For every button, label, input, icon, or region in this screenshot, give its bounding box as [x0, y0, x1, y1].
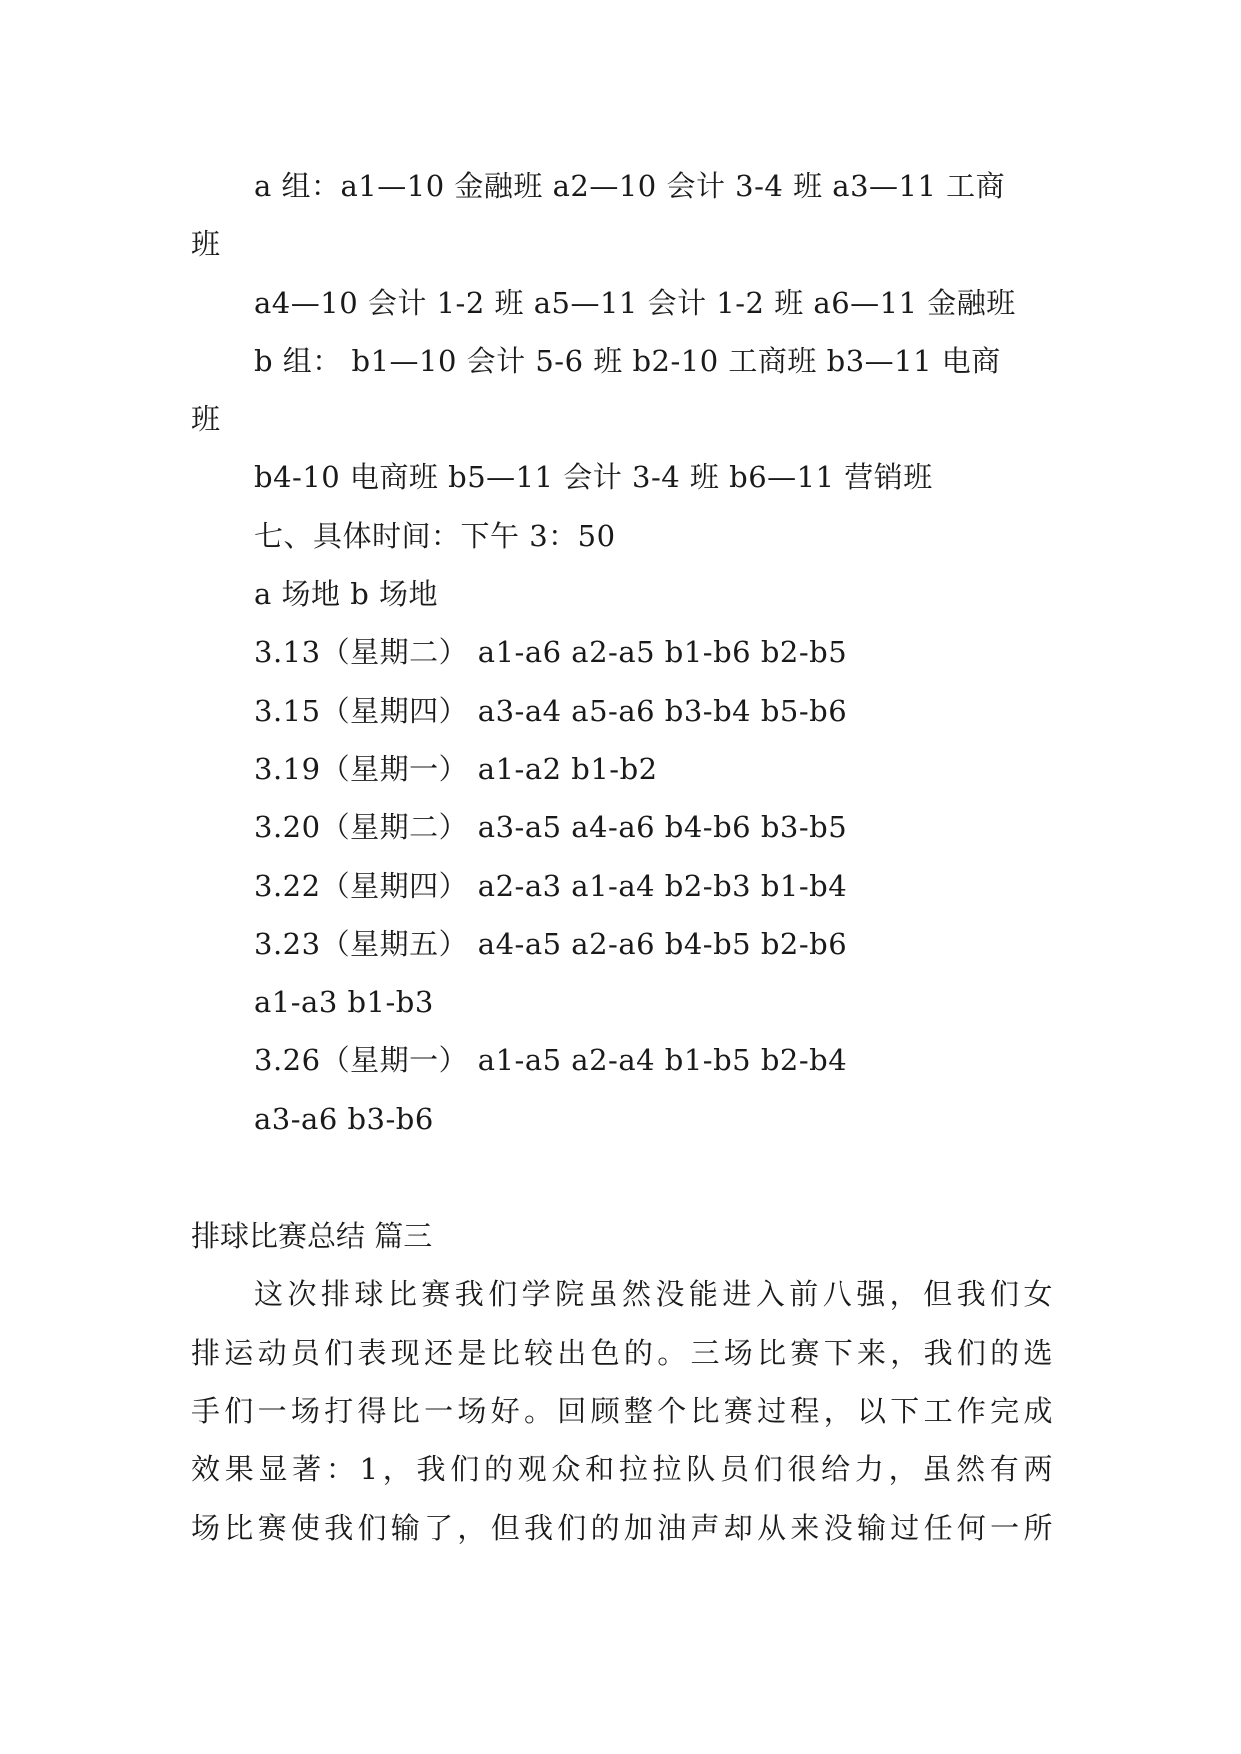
paragraph-line: 效果显著：1，我们的观众和拉拉队员们很给力，虽然有两 [191, 1452, 1053, 1487]
group-b-line: b 组： b1—10 会计 5-6 班 b2-10 工商班 b3—11 电商 [254, 343, 1001, 378]
paragraph-line: 排运动员们表现还是比较出色的。三场比赛下来，我们的选 [191, 1335, 1053, 1370]
schedule-row: 3.26（星期一） a1-a5 a2-a4 b1-b5 b2-b4 [254, 1043, 848, 1078]
group-b-line-2: b4-10 电商班 b5—11 会计 3-4 班 b6—11 营销班 [254, 460, 933, 495]
section-title: 排球比赛总结 篇三 [191, 1219, 433, 1254]
paragraph-line: 手们一场打得比一场好。回顾整个比赛过程，以下工作完成 [191, 1393, 1053, 1428]
schedule-venues: a 场地 b 场地 [254, 577, 439, 612]
schedule-row: 3.20（星期二） a3-a5 a4-a6 b4-b6 b3-b5 [254, 810, 848, 845]
paragraph-line: 这次排球比赛我们学院虽然没能进入前八强，但我们女 [254, 1277, 1053, 1312]
schedule-row: 3.22（星期四） a2-a3 a1-a4 b2-b3 b1-b4 [254, 868, 848, 903]
schedule-row: a3-a6 b3-b6 [254, 1101, 434, 1136]
group-a-line-2: a4—10 会计 1-2 班 a5—11 会计 1-2 班 a6—11 金融班 [254, 285, 1016, 320]
schedule-row: 3.19（星期一） a1-a2 b1-b2 [254, 751, 658, 786]
schedule-row: a1-a3 b1-b3 [254, 985, 434, 1020]
group-b-line-continuation: 班 [191, 402, 221, 437]
paragraph-line: 场比赛使我们输了，但我们的加油声却从来没输过任何一所 [191, 1510, 1053, 1545]
group-a-line-continuation: 班 [191, 227, 221, 262]
paragraph-gap [191, 1148, 1053, 1207]
document-body [191, 157, 1053, 1557]
schedule-row: 3.23（星期五） a4-a5 a2-a6 b4-b5 b2-b6 [254, 926, 848, 961]
schedule-time-heading: 七、具体时间：下午 3：50 [254, 518, 616, 553]
schedule-row: 3.15（星期四） a3-a4 a5-a6 b3-b4 b5-b6 [254, 693, 848, 728]
schedule-row: 3.13（星期二） a1-a6 a2-a5 b1-b6 b2-b5 [254, 635, 848, 670]
group-a-line: a 组：a1—10 金融班 a2—10 会计 3-4 班 a3—11 工商 [254, 169, 1006, 203]
